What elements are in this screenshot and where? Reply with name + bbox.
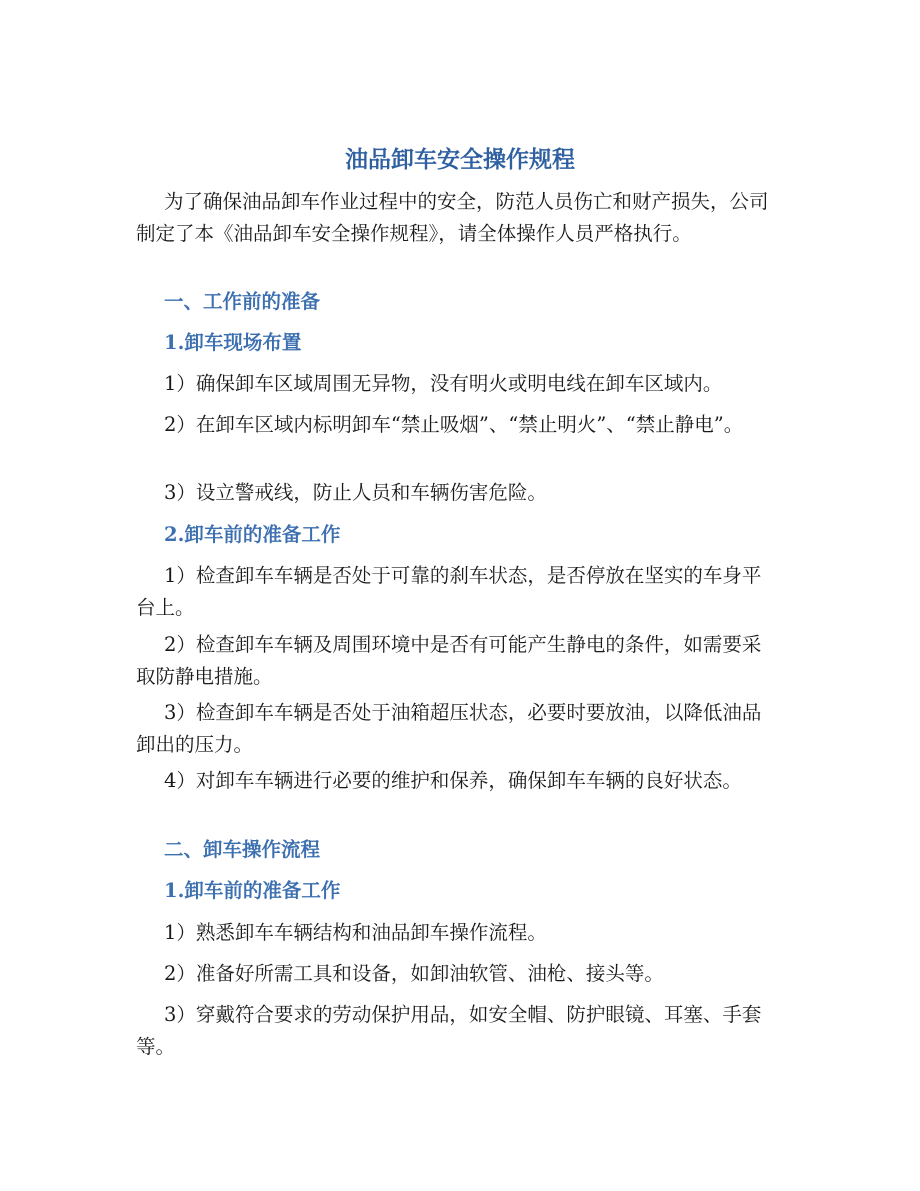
list-item: 2）检查卸车车辆及周围环境中是否有可能产生静电的条件，如需要采取防静电措施。: [136, 633, 762, 688]
list-item: 3）检查卸车车辆是否处于油箱超压状态，必要时要放油，以降低油品卸出的压力。: [136, 701, 762, 756]
list-item: 2）在卸车区域内标明卸车“禁止吸烟”、“禁止明火”、“禁止静电”。: [164, 413, 744, 436]
list-item: 1）确保卸车区域周围无异物，没有明火或明电线在卸车区域内。: [164, 372, 723, 395]
list-item: 1）检查卸车车辆是否处于可靠的刹车状态，是否停放在坚实的车身平台上。: [136, 564, 762, 619]
intro-paragraph: 为了确保油品卸车作业过程中的安全，防范人员伤亡和财产损失，公司制定了本《油品卸车安全操作规程》，请全体操作人员严格执行。: [136, 190, 769, 245]
subsection-heading-site-layout: 1.卸车现场布置: [164, 331, 302, 354]
subsection-heading-pre-unloading: 2.卸车前的准备工作: [164, 523, 341, 546]
list-item: 3）设立警戒线，防止人员和车辆伤害危险。: [164, 481, 547, 504]
subsection-heading-pre-unloading-2: 1.卸车前的准备工作: [164, 879, 341, 902]
list-item: 3）穿戴符合要求的劳动保护用品，如安全帽、防护眼镜、耳塞、手套等。: [136, 1003, 762, 1058]
document-title: 油品卸车安全操作规程: [345, 146, 575, 173]
list-item: 2）准备好所需工具和设备，如卸油软管、油枪、接头等。: [164, 962, 664, 985]
section-heading-procedure: 二、卸车操作流程: [164, 838, 321, 861]
list-item: 4）对卸车车辆进行必要的维护和保养，确保卸车车辆的良好状态。: [164, 769, 742, 792]
section-heading-preparation: 一、工作前的准备: [164, 290, 321, 313]
list-item: 1）熟悉卸车车辆结构和油品卸车操作流程。: [164, 921, 547, 944]
